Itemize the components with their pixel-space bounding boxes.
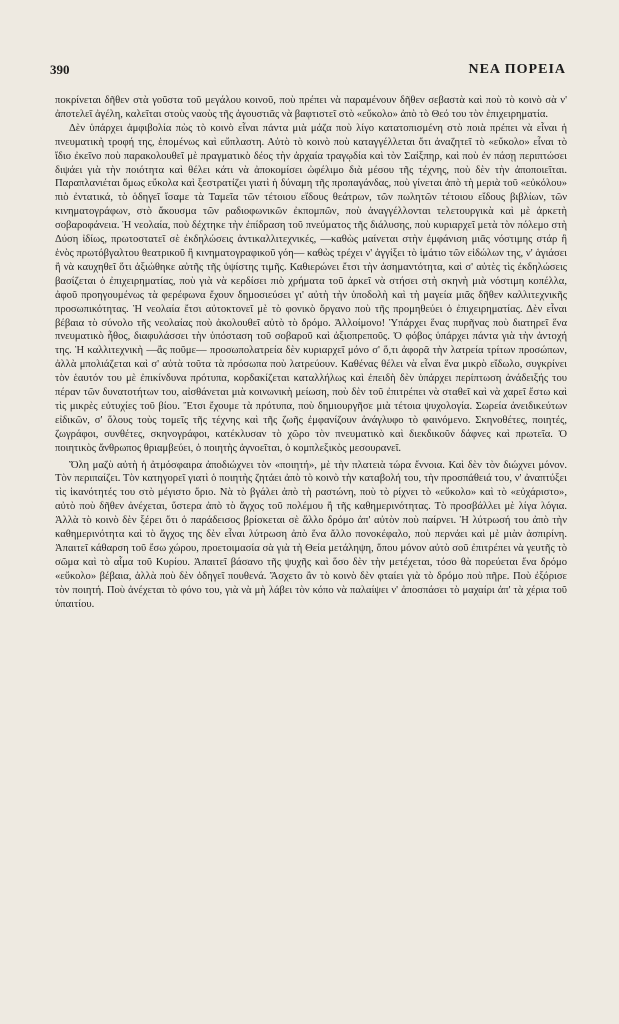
paragraph-continued: ποκρίνεται δῆθεν στὰ γοῦστα τοῦ μεγάλου κοινοῦ, ποὺ πρέπει νὰ παραμένουν δῆθεν σεβαστὰ καὶ ποὺ τὸ κοινὸ σὰ ν' ἀποτελεῖ ἀγέλη, καλεῖται στοὺς ναοὺς τῆς ἀγουστιᾶς νὰ βαφτιστεῖ στὸ «εὔκολο» ἀπὸ τὸ Θεό του τὸν ἐπιχειρηματία. bbox=[55, 95, 567, 120]
paragraph: Δὲν ὑπάρχει ἀμφιβολία πὼς τὸ κοινὸ εἶναι πάντα μιὰ μάζα ποὺ λίγο κατατοπισμένη στὸ ποιὰ πρέπει νὰ εἶναι ἡ πνευματικὴ τροφή της, ἑπομένως καὶ εὔπλαστη. Αὐτὸ τὸ κοινὸ ποὺ καταγγέλλεται ὅτι ἀναζητεῖ τὸ «εὔκολο» εἶναι τὸ ἴδιο ἐκεῖνο ποὺ παρακολουθεῖ μὲ πραγματικὸ δέος τὴν ἀρχαία τραγῳδία καὶ τὸν Σαίξπηρ, καὶ ποὺ ἐν πάσῃ περιπτώσει διψάει γιὰ τὴν ποιότητα καὶ θέλει κάτι νὰ ἀποκομίσει ὠφέλιμο διὰ μέσου τῆς τέχνης, ποὺ δὲν τὴν ἀποποιεῖται. Παραπλανιέται ὅμως εὔκολα καὶ ξεστρατίζει γιατὶ ἡ δύναμη τῆς προπαγάνδας, ποὺ γίνεται ἀπὸ τὴ μεριὰ τοῦ «εὐκόλου» πιὸ ἐντατικά, τὸ ὁδηγεῖ ἴσαμε τὰ Ταμεῖα τῶν τέτοιου εἴδους θεάτρων, τῶν πωλητῶν τέτοιου εἴδους βιβλίων, τῶν κινηματογράφων, στὸ ἄκουσμα τῶν ραδιοφωνικῶν ἐκπομπῶν, ποὺ ἀναγγέλλονται τελετουργικὰ καὶ μὲ ἀρκετὴ σοβαροφάνεια. Ἡ νεολαία, ποὺ δέχτηκε τὴν ἐπίδραση τοῦ πνεύματος τῆς διάλυσης, ποὺ κυριαρχεῖ μετὰ τὸν πόλεμο στὴ Δύση ἰδίως, πρωτοστατεῖ σὲ ἐκδηλώσεις ἀντικαλλιτεχνικές, —καθὼς μαίνεται στὴν ἐμφάνιση μιᾶς νόστιμης στάρ ἢ ἑνὸς πρωτόβγαλτου θεατρικοῦ ἢ κινηματογραφικοῦ γόη— καθὼς τρέχει ν' ἀγγίξει τὸ ἱμάτιο τῶν εἰδώλων της, ν' ἁγιάσει ἢ νὰ καυχηθεῖ ὅτι ἀξιώθηκε αὐτῆς τῆς ὑψίστης τιμῆς. Καθιερώνει ἔτσι τὴν ἀσημαντότητα, καὶ σ' αὐτὲς τὶς ἐκδηλώσεις βασίζεται ὁ ἐπιχειρηματίας, ποὺ γιὰ νὰ κερδίσει πιὸ χρήματα τοῦ ἀρκεῖ νὰ στήσει στὴ σκηνὴ μιὰ νόστιμη κοπέλλα, ἀφοῦ προηγουμένως τὰ φερέφωνα ἔχουν δημοσιεύσει γι' αὐτὴ τὴν ὑποδολὴ καὶ τὴ μαγεία μιᾶς δῆθεν καλλιτεχνικῆς προσωπικότητας. Ἡ νεολαία ἔτσι αὐτοκτονεῖ μὲ τὸ φονικὸ ὄργανο ποὺ τῆς προμηθεύει ὁ ἐπιχειρηματίας. Δὲν εἶναι βέβαια τὸ σύνολο τῆς νεολαίας ποὺ ἀκολουθεῖ αὐτὸ τὸ δρόμο. Ἀλλοίμονο! Ὑπάρχει ἕνας πυρῆνας ποὺ διατηρεῖ ἕνα πνευματικὸ ἦθος, διαφυλάσσει τὴν ὑπόσταση τοῦ σοβαροῦ καὶ ἀξιοπρεποῦς. Ὁ φόβος ὑπάρχει πάντα γιὰ τὴν ἀντοχή της. Ἡ καλλιτεχνικὴ —ἂς ποῦμε— προσωπολατρεία δὲν κυριαρχεῖ μόνο σ' ὅ,τι ἀφορᾶ τὴν λατρεία τρίτων προσώπων, ἀλλὰ μπολιάζεται καὶ σ' αὐτὰ τοῦτα τὰ πρόσωπα ποὺ λατρεύουν. Καθένας θέλει νὰ εἶναι ἕνα μικρὸ εἴδωλο, συγκρίνει τὸν ἑαυτόν του μὲ ἐπικίνδυνα πρότυπα, κορδακίζεται καταλλήλως καὶ ἐπειδὴ δὲν ὑπάρχει περίπτωση ἀνάδειξής του πέραν τῶν δυνατοτήτων του, αἰσθάνεται μιὰ κοινωνικὴ μείωση, ποὺ δὲν τοῦ ἐπιτρέπει νὰ σταθεῖ καὶ νὰ χαρεῖ ἔστω καὶ τὶς μικρὲς εὐτυχίες τοῦ βίου. Ἔτσι ἔχουμε τὰ πρότυπα, ποὺ δημιουργῆσε μιὰ τέτοια ψυχολογία. Σωρεία ἀνειδικεύτων εἰδικῶν, σ' ὅλους τοὺς τομεῖς τῆς τέχνης καὶ τῆς ζωῆς ἐμφανίζουν ἀνάγλυφο τὸ φαινόμενο. Σκηνοθέτες, ποιητές, ζωγράφοι, συνθέτες, σκηνογράφοι, κατέκλυσαν τὸ χῶρο τὸν πνευματικὸ καὶ διεκδικοῦν δάφνες καὶ πρωτεῖα. Ὁ ποιητικὸς ἄνθρωπος θριαμβεύει, ὁ ποιητὴς ἀγνοεῖται, ὁ κομπλεξικὸς μεσουρανεῖ. bbox=[55, 122, 567, 454]
paragraph: Ὅλη μαζὺ αὐτὴ ἡ ἀτμόσφαιρα ἀποδιώχνει τὸν «ποιητή», μὲ τὴν πλατειὰ τώρα ἔννοια. Καὶ δὲν τὸν διώχνει μόνον. Τὸν περιπαίζει. Τὸν κατηγορεῖ γιατὶ ὁ ποιητὴς ζητάει ἀπὸ τὸ κοινὸ τὴν καταβολή του, τὴν προσπάθειά του, ν' ἀναπτύξει τὶς ἱκανότητές του στὸ μέγιστο ὅριο. Νὰ τὸ βγάλει ἀπὸ τὴ ραστώνη, ποὺ τὸ ρίχνει τὸ «εὔκολο» καὶ τὸ «εὐχάριστο», αὐτὸ ποὺ δῆθεν ἀνέχεται, ὕστερα ἀπὸ τὸ ἄγχος τοῦ πολέμου ἢ τῆς καθημερινότητας. Τὸ προσβάλλει μὲ λίγα λόγια. Ἀλλὰ τὸ κοινὸ δὲν ξέρει ὅτι ὁ παράδεισος βρίσκεται σὲ ἄλλο δρόμο ἀπ' αὐτὸν ποὺ παίρνει. Ἡ λύτρωσή του ἀπὸ τὴν καθημερινότητα καὶ τὸ ἄγχος της δὲν εἶναι λύτρωση ἀπὸ ἕνα ἄλλο πονοκέφαλο, ποὺ περνάει καὶ μὲ μιὰν ἀσπιρίνη. Ἀπαιτεῖ κάθαρση τοῦ ἔσω χώρου, προετοιμασία σὰ γιὰ τὴ Θεία μετάληψη, ὅπου μόνον αὐτὸ σοῦ ἐπιτρέπει νὰ γευτῆς τὸ σῶμα καὶ τὸ αἷμα τοῦ Κυρίου. Ἀπαιτεῖ βάσανο τῆς ψυχῆς καὶ ὅσο δὲν τὴν μετέχεται, τόσο θὰ πορεύεται ἕνα δρόμο «εὔκολο» βέβαια, ἀλλὰ ποὺ δὲν ὁδηγεῖ πουθενά. Ἄσχετο ἂν τὸ κοινὸ δὲν φταίει γιὰ τὸ δρόμο ποὺ πῆρε. Ποὺ ἐξόρισε τὸν ποιητή. Ποὺ ἀνέχεται τὸ φόνο του, γιὰ νὰ μὴ λάβει τὸν κόπο νὰ παλαίψει ν' ἀποσπάσει τὸ μαχαίρι ἀπ' τὰ χέρια τοῦ ὑπαιτίου. bbox=[55, 459, 567, 610]
article-body bbox=[55, 94, 567, 612]
page-header bbox=[50, 62, 566, 82]
journal-title: ΝΕΑ ΠΟΡΕΙΑ bbox=[468, 62, 566, 77]
page-number: 390 bbox=[50, 62, 70, 77]
